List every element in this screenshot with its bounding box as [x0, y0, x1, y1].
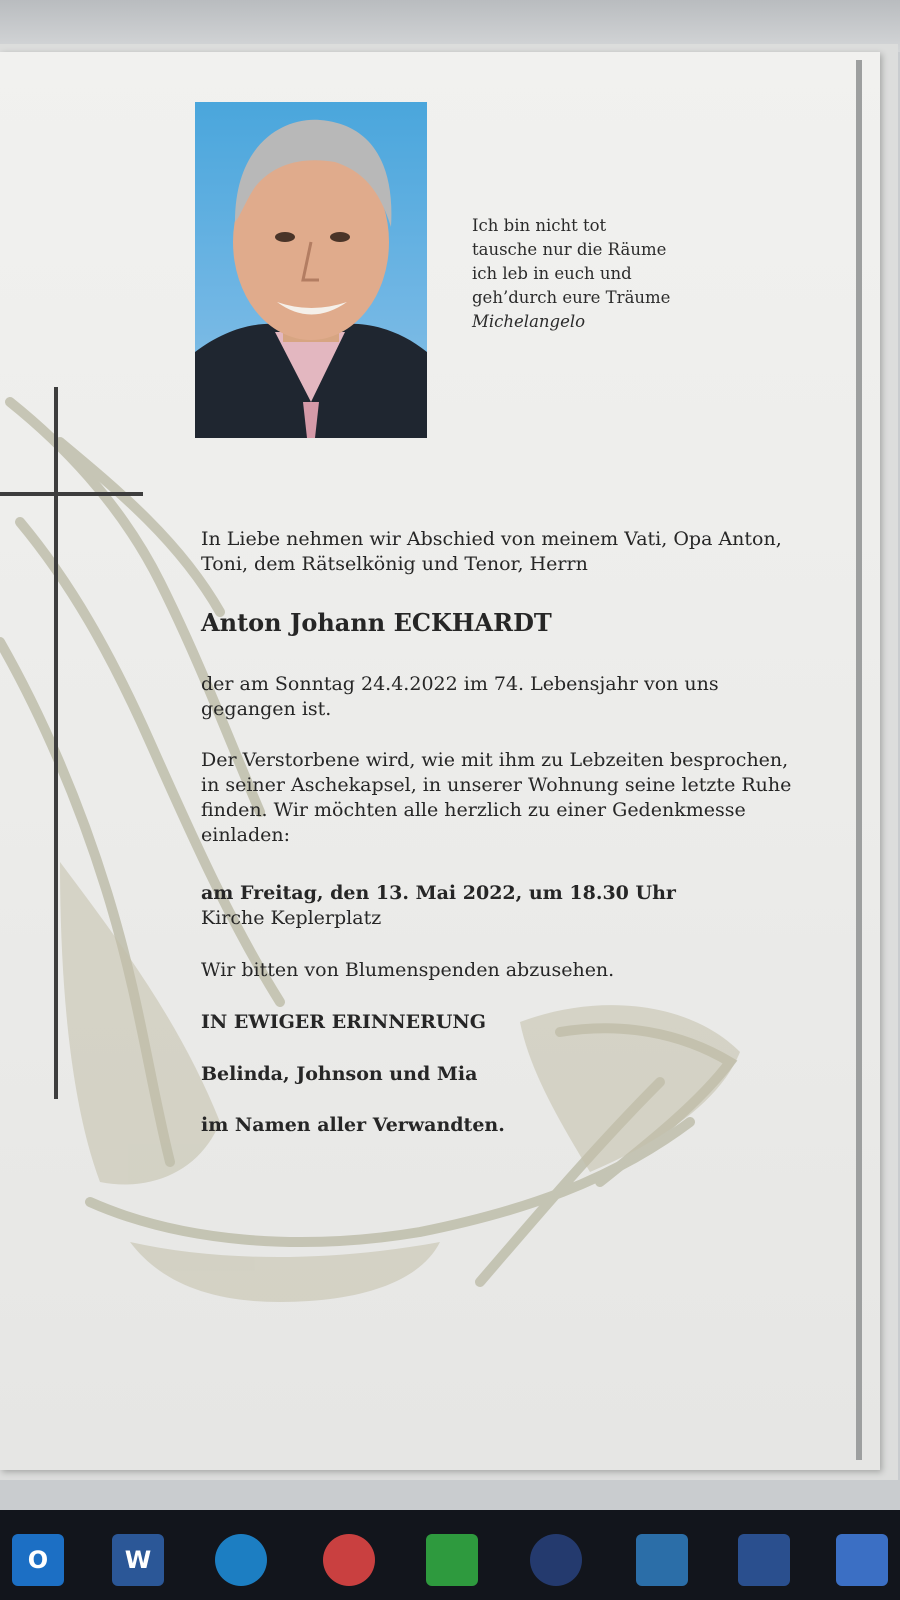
relatives-signature — [201, 1113, 801, 1138]
intro-line: In Liebe nehmen wir Abschied von meinem Vati, Opa Anton, — [201, 528, 782, 550]
mass-date: am Freitag, den 13. Mai 2022, um 18.30 Uhr — [201, 882, 676, 904]
word-glyph: W — [124, 1546, 152, 1574]
remembrance-line: IN EWIGER ERINNERUNG — [201, 1011, 487, 1033]
quote-author: Michelangelo — [472, 312, 586, 331]
quote-line: geh’durch eure Träume — [472, 288, 671, 307]
burial-line: einladen: — [201, 824, 291, 846]
outlook-icon[interactable] — [12, 1534, 64, 1586]
burial-line: finden. Wir möchten alle herzlich zu einer Gedenkmesse — [201, 799, 746, 821]
portrait-illustration — [195, 102, 427, 438]
burial-paragraph — [201, 748, 801, 848]
death-paragraph — [201, 672, 801, 722]
portrait-photo — [195, 102, 427, 438]
burial-line: Der Verstorbene wird, wie mit ihm zu Lebzeiten besprochen, — [201, 749, 789, 771]
obituary-page — [0, 52, 880, 1470]
flowers-request — [201, 958, 801, 983]
praying-hands-illustration — [0, 382, 780, 1342]
quote-line: ich leb in euch und — [472, 264, 632, 283]
relatives-line: im Namen aller Verwandten. — [201, 1114, 505, 1136]
quote-line: tausche nur die Räume — [472, 240, 667, 259]
family-signature — [201, 1062, 801, 1087]
death-line: gegangen ist. — [201, 698, 332, 720]
overflow-app-icon[interactable] — [836, 1534, 888, 1586]
remembrance-heading — [201, 1010, 801, 1035]
globe-icon[interactable] — [215, 1534, 267, 1586]
cloud-app-icon[interactable] — [426, 1534, 478, 1586]
quote-block — [472, 214, 732, 334]
outlook-glyph: O — [27, 1546, 49, 1574]
deceased-name: Anton Johann ECKHARDT — [201, 608, 552, 637]
burial-line: in seiner Aschekapsel, in unserer Wohnung seine letzte Ruhe — [201, 774, 792, 796]
intro-line: Toni, dem Rätselkönig und Tenor, Herrn — [201, 553, 588, 575]
cross-horizontal-bar — [0, 492, 143, 496]
snipping-tool-icon[interactable] — [323, 1534, 375, 1586]
calculator-icon[interactable] — [636, 1534, 688, 1586]
page-edge-shadow — [856, 60, 862, 1460]
lock-app-icon[interactable] — [530, 1534, 582, 1586]
intro-paragraph — [201, 527, 801, 577]
word-icon[interactable] — [112, 1534, 164, 1586]
family-line: Belinda, Johnson und Mia — [201, 1063, 478, 1085]
flowers-line: Wir bitten von Blumenspenden abzusehen. — [201, 959, 615, 981]
mass-place: Kirche Keplerplatz — [201, 907, 382, 929]
mass-info — [201, 881, 801, 931]
pen-app-icon[interactable] — [738, 1534, 790, 1586]
death-line: der am Sonntag 24.4.2022 im 74. Lebensjahr von uns — [201, 673, 719, 695]
quote-line: Ich bin nicht tot — [472, 216, 607, 235]
